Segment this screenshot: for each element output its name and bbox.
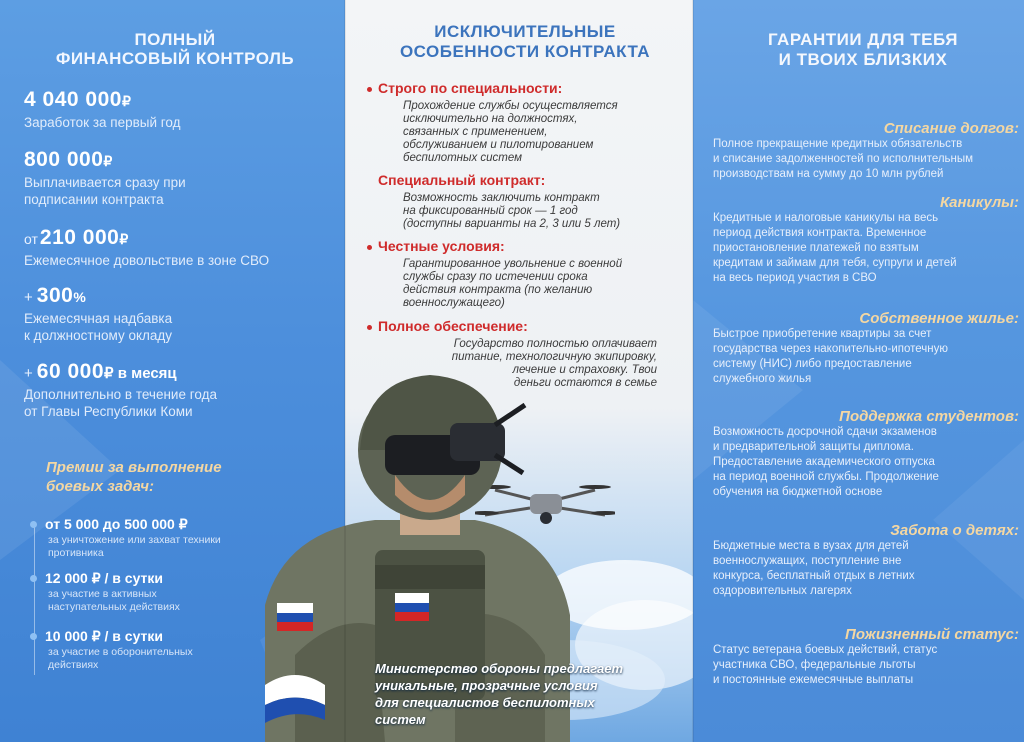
- stat-regional-payment: + 60 000₽ в месяц Дополнительно в течение года от Главы Республики Коми: [24, 360, 217, 419]
- bullet-icon: [30, 633, 37, 640]
- guarantee-lifetime-status: Пожизненный статус: Статус ветерана боевых действий, статус участника СВО, федеральные льготы и постоянные ежемесячные выплаты: [713, 626, 1019, 686]
- feature-fair-terms: Честные условия: Гарантированное увольнение с военной службы сразу по истечении срока действия контракта (по желанию военнослужащего): [367, 238, 677, 310]
- guarantee-holidays: Каникулы: Кредитные и налоговые каникулы на весь период действия контракта. Временное приостановление платежей по взятым кредитам и займам для тебя, супруги и детей на весь период участия в СВО: [713, 194, 1019, 284]
- guarantee-housing: Собственное жилье: Быстрое приобретение квартиры за счет государства через накопительно-ипотечную систему (НИС) либо предоставление служебного жилья: [713, 310, 1019, 385]
- stat-first-year: 4 040 000₽ Заработок за первый год: [24, 88, 181, 130]
- bonus-item: 12 000 ₽ / в сутки за участие в активных наступательных действиях: [30, 570, 280, 614]
- fold-line: [692, 0, 694, 742]
- panel-contract-features: [345, 0, 693, 742]
- bonus-title: Премии за выполнение боевых задач:: [46, 459, 222, 495]
- flag-icon: [395, 593, 429, 621]
- guarantee-debt: Списание долгов: Полное прекращение кредитных обязательств и списание задолженностей по исполнительным производствам на сумму до 10 млн рублей: [713, 120, 1019, 180]
- stat-signing-bonus: 800 000₽ Выплачивается сразу при подписании контракта: [24, 148, 186, 207]
- bullet-icon: [367, 87, 372, 92]
- feature-specialty: Строго по специальности: Прохождение службы осуществляется исключительно на должностях, связанных с применением, обслуживанием и пилотированием беспилотных систем: [367, 80, 677, 165]
- stat-amount: 4 040 000: [24, 88, 122, 111]
- bullet-icon: [30, 521, 37, 528]
- guarantee-students: Поддержка студентов: Возможность досрочной сдачи экзаменов и предварительной защиты диплома. Предоставление академического отпуска на период военной службы. Продолжение обучения на бюджетной основе: [713, 408, 1019, 498]
- bullet-icon: [367, 245, 372, 250]
- panel-guarantees: [693, 0, 1024, 742]
- stat-monthly-allowance: от210 000₽ Ежемесячное довольствие в зоне СВО: [24, 226, 270, 268]
- bonus-item: от 5 000 до 500 000 ₽ за уничтожение или захват техники противника: [30, 516, 280, 560]
- feature-full-provision: Полное обеспечение: Государство полностью оплачивает питание, технологичную экипировку, лечение и страховку. Твои деньги остаются в семье: [367, 318, 677, 390]
- stat-salary-bonus: + 300% Ежемесячная надбавка к должностному окладу: [24, 284, 173, 343]
- panel-title: ИСКЛЮЧИТЕЛЬНЫЕ ОСОБЕННОСТИ КОНТРАКТА: [399, 22, 651, 61]
- guarantee-children: Забота о детях: Бюджетные места в вузах для детей военнослужащих, поступление вне конкурса, бесплатный отдых в летних оздоровительных лагерях: [713, 522, 1019, 597]
- bonus-item: 10 000 ₽ / в сутки за участие в оборонительных действиях: [30, 628, 280, 672]
- bullet-icon: [30, 575, 37, 582]
- fold-line: [344, 0, 346, 742]
- caption: Министерство обороны предлагает уникальные, прозрачные условия для специалистов беспилотных систем: [375, 661, 624, 727]
- panel-title: ГАРАНТИИ ДЛЯ ТЕБЯ И ТВОИХ БЛИЗКИХ: [767, 30, 958, 69]
- bullet-icon: [367, 325, 372, 330]
- panel-title: ПОЛНЫЙ ФИНАНСОВЫЙ КОНТРОЛЬ: [55, 30, 295, 68]
- feature-special-contract: Специальный контракт: Возможность заключить контракт на фиксированный срок — 1 год (доступны варианты на 2, 3 или 5 лет): [378, 172, 621, 230]
